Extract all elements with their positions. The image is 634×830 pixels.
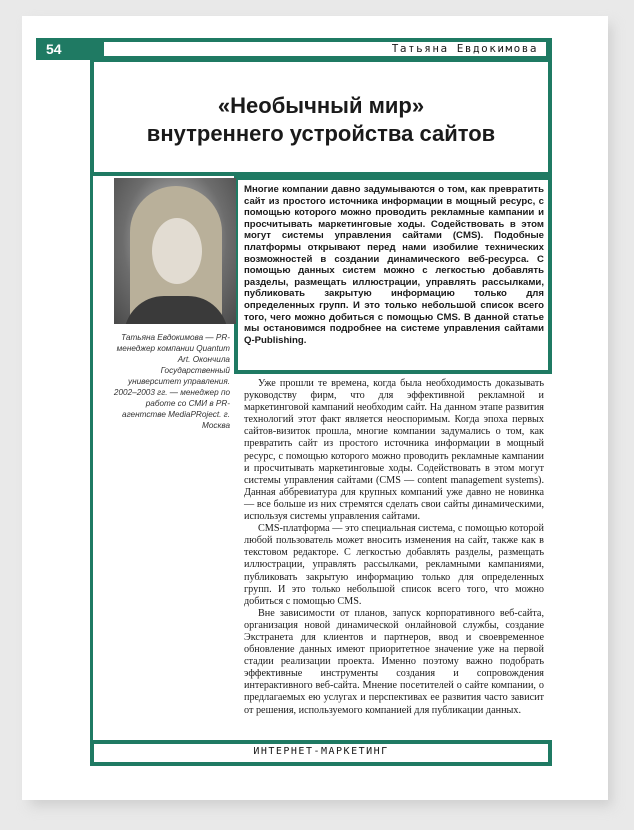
page-number: 54 <box>46 41 62 57</box>
article-body <box>244 378 544 717</box>
title-line-2: внутреннего устройства сайтов <box>146 121 496 146</box>
footer-section: ИНТЕРНЕТ-МАРКЕТИНГ <box>253 746 389 757</box>
body-paragraph: Вне зависимости от планов, запуск корпоративного веб-сайта, организация новой динамической онлайновой службы, создание Экстранета для клиентов и партнеров, ввод и своевременное обновление данных имеют приоритетное значение уже на первой стадии реализации проекта. Именно поэтому важно подобрать эффективные инструменты создания и сопровождения интерактивного веб-сайта. Мнение посетителей о сайте компании, о предлагаемых ею услугах и перспективах ее развития часто зависит от решения, используемого компанией для публикации данных. <box>244 607 544 716</box>
article-lead: Многие компании давно задумываются о том, как превратить сайт из простого источника информации в мощный ресурс, с помощью которого можно проводить рекламные кампании и просчитывать маркетинговые ходы. Содействовать в этом могут системы управления сайтами (CMS). Подобные платформы открывают перед нами изобилие технических возможностей в создании динамического веб-ресурса. С помощью данных систем можно с легкостью добавлять разделы, размещать иллюстрации, управлять рассылками, публиковать закрытую информацию только для определенных групп. И это только небольшой список всего того, чего можно добиться с помощью CMS. В данной статье мы остановимся подробнее на системе управления сайтами Q-Publishing. <box>244 184 544 346</box>
title-line-1: «Необычный мир» <box>217 93 425 118</box>
body-paragraph: CMS-платформа — это специальная система, с помощью которой любой пользователь может вносить изменения на сайт, также как в текстовом редакторе. С легкостью добавлять разделы, размещать иллюстрации, управлять рассылками, рекламными кампаниями, публиковать закрытую информацию только для определенных групп. И это только небольшой список всего того, что можно добиться с помощью CMS. <box>244 523 544 607</box>
author-photo <box>114 178 236 324</box>
header-author: Татьяна Евдокимова <box>104 42 546 56</box>
photo-caption: Татьяна Евдокимова — PR-менеджер компании Quantum Art. Окончила Государственный университет управления. 2002–2003 гг. — менеджер по работе со СМИ в PR-агентстве MediaPRoject. г. Москва <box>113 333 230 430</box>
article-title <box>94 92 548 148</box>
body-paragraph: Уже прошли те времена, когда была необходимость доказывать руководству фирм, что для эффективной рекламной и маркетинговой кампаний необходим сайт. На данном этапе развития технологий этот факт является неоспоримым. Когда эпоха первых сайтов-визиток прошла, многие компании задумались о том, как превратить сайт из простого источника информации в мощный ресурс, с помощью которого можно проводить рекламные кампании и просчитывать маркетинговые ходы. Содействовать в этом могут системы управления сайтами (CMS — content management systems). Данная аббревиатура для крупных компаний уже давно не новинка — все больше из них стремятся сделать свои сайты динамическими, используя системы управления сайтами. <box>244 378 544 523</box>
left-rule <box>90 176 93 740</box>
